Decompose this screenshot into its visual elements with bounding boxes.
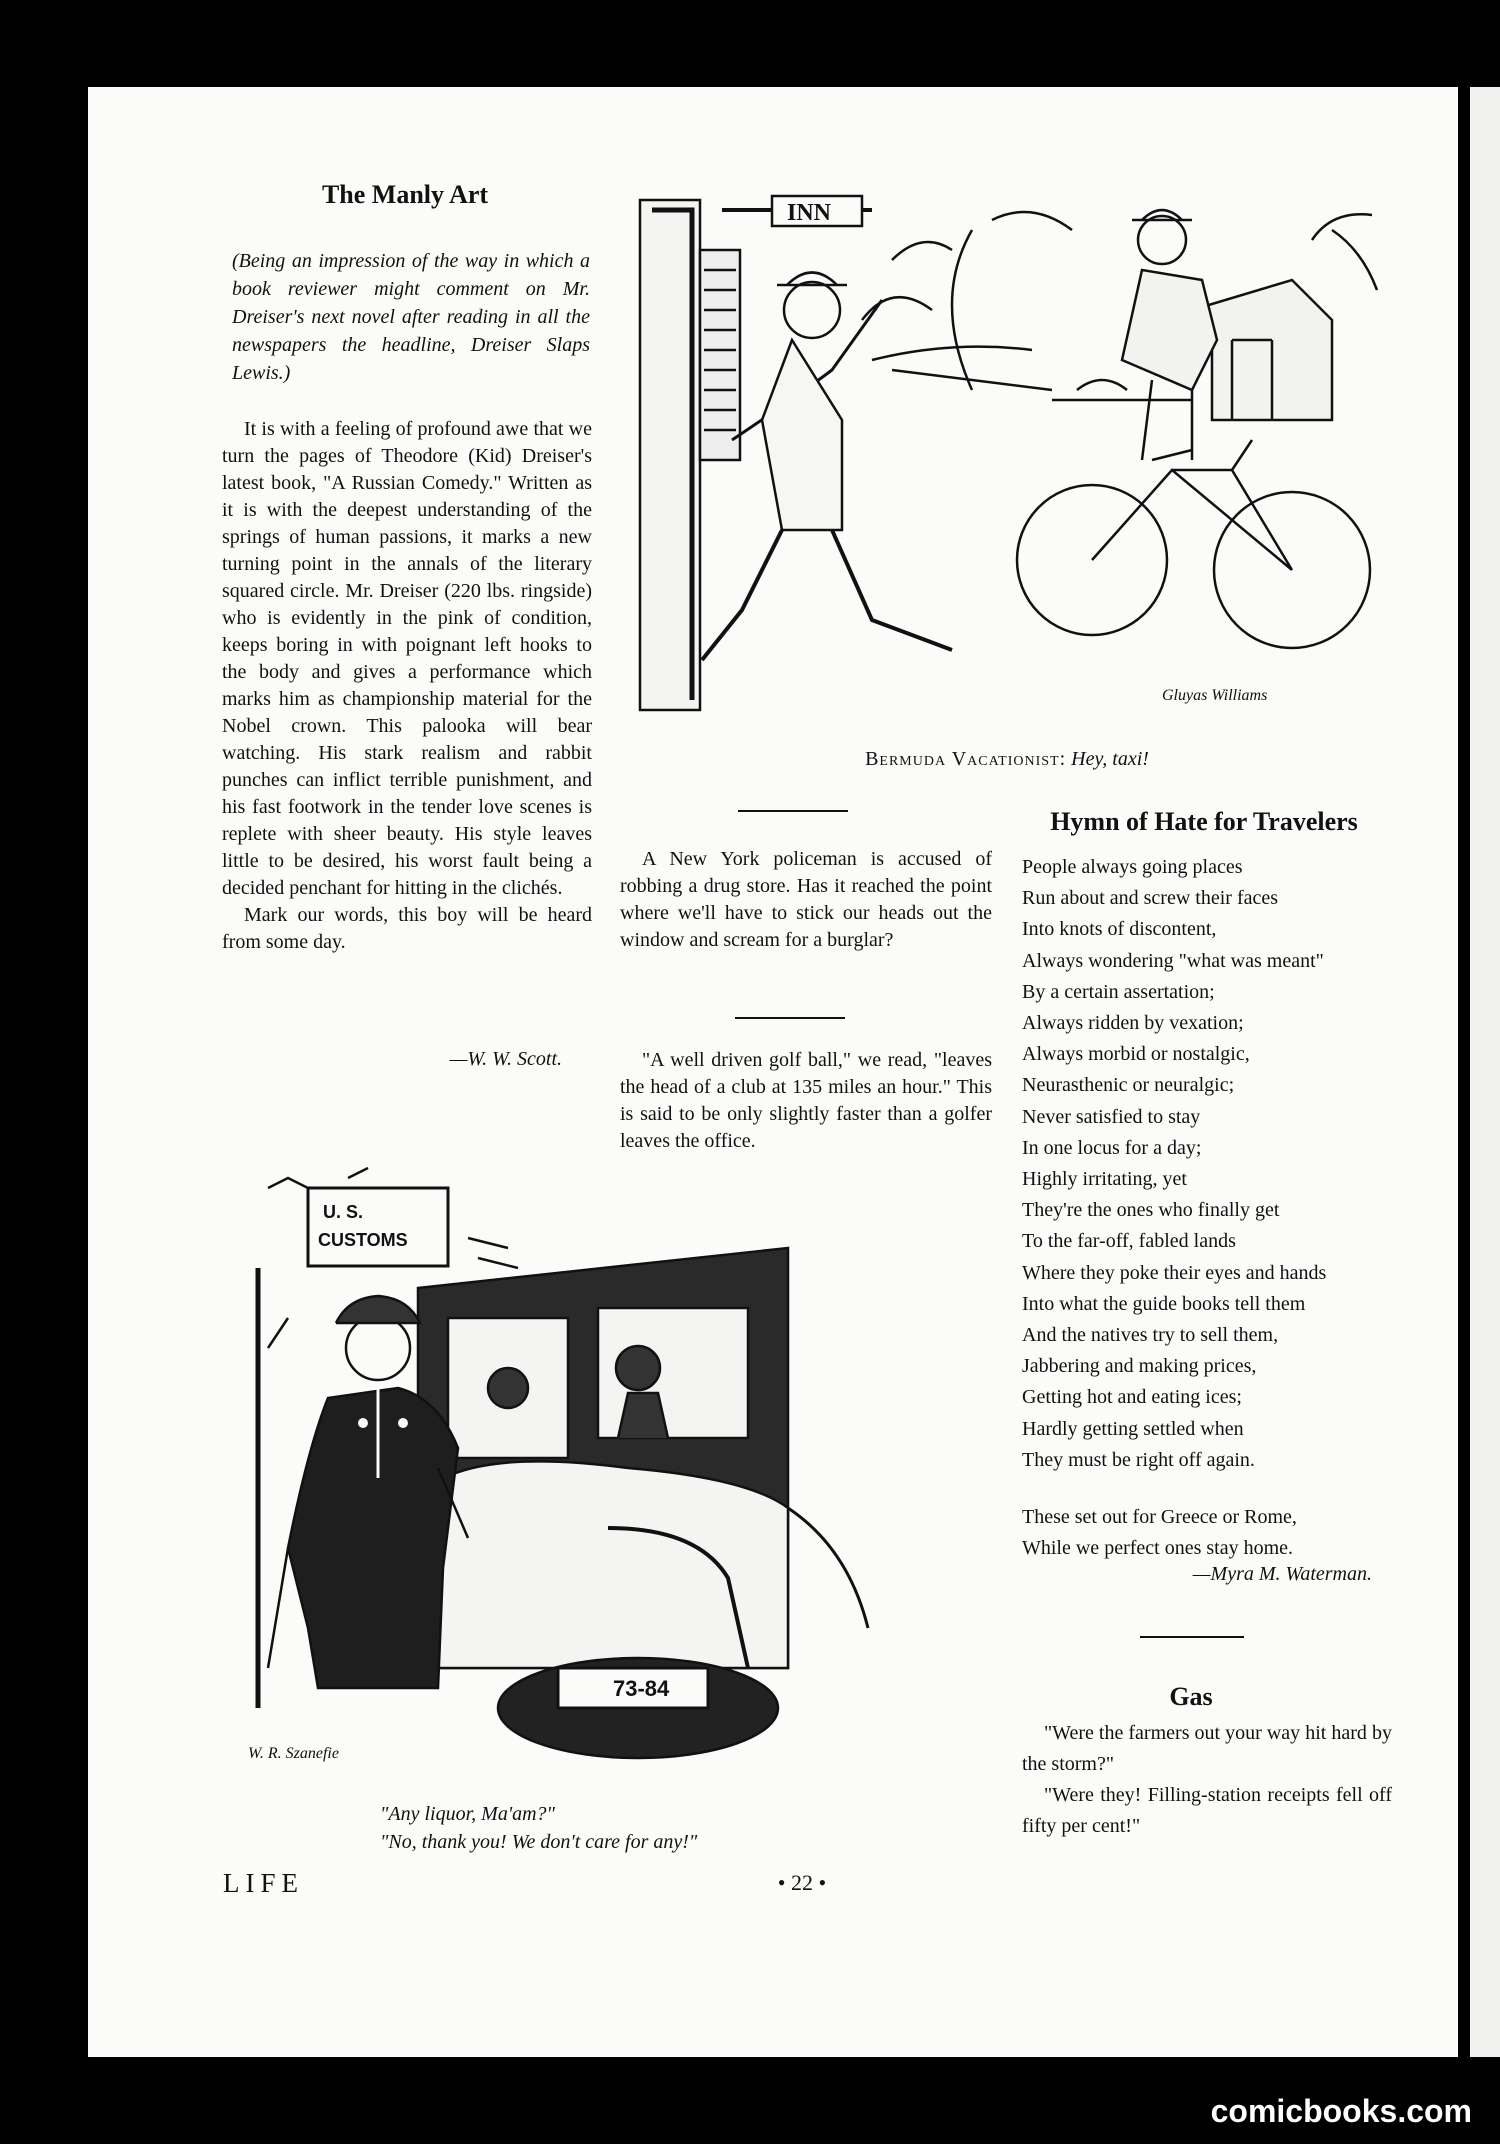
manly-art-body: [222, 416, 592, 956]
poem-line: They must be right off again.: [1022, 1448, 1255, 1471]
gas-title: Gas: [1169, 1682, 1213, 1711]
manly-art-paragraph-2: Mark our words, this boy will be heard from some day.: [222, 904, 592, 953]
poem-line: And the natives try to sell them,: [1022, 1324, 1279, 1347]
poem-line: To the far-off, fabled lands: [1022, 1230, 1236, 1253]
golf-item: [620, 1047, 992, 1155]
customs-cartoon-artist-signature: W. R. Szanefie: [248, 1745, 339, 1762]
manly-art-paragraph-1: It is with a feeling of profound awe that we turn the pages of Theodore (Kid) Dreiser's latest book, "A Russian Comedy." Written as it is with the deepest understanding of the springs of human passions, it marks a new turning point in the annals of the literary squared circle. Mr. Dreiser (220 lbs. ringside) who is evidently in the pink of condition, keeps boring in with poignant left hooks to the body and gives a performance which marks him as championship material for the Nobel crown. This palooka will bear watching. His stark realism and rabbit punches can inflict terrible punishment, and his fast footwork in the tender love scenes is replete with sheer beauty. His style leaves little to be desired, his worst fault being a decided penchant for hitting in the clichés.: [222, 418, 592, 899]
poem-line: Always ridden by vexation;: [1022, 1012, 1244, 1035]
customs-caption-line-2: "No, thank you! We don't care for any!": [380, 1831, 698, 1853]
customs-sign-line-2: CUSTOMS: [318, 1230, 408, 1250]
manly-art-intro: (Being an impression of the way in which a book reviewer might comment on Mr. Dreiser's next novel after reading in all the newspapers the headline, Dreiser Slaps Lewis.): [232, 250, 590, 384]
manly-art-signature: —W. W. Scott.: [449, 1048, 562, 1070]
inn-sign-text: INN: [787, 200, 832, 226]
poem-line: People always going places: [1022, 856, 1243, 878]
poem-line: Always wondering "what was meant": [1022, 949, 1324, 972]
hymn-poem: [1022, 852, 1402, 1476]
poem-line: Run about and screw their faces: [1022, 887, 1279, 910]
poem-line: Getting hot and eating ices;: [1022, 1386, 1242, 1409]
divider-rule: [1140, 1636, 1244, 1638]
poem-line: Where they poke their eyes and hands: [1022, 1261, 1327, 1284]
poem-line: Hardly getting settled when: [1022, 1417, 1244, 1440]
divider-rule: [738, 810, 848, 812]
policeman-item: [620, 846, 992, 954]
next-page-edge: [1470, 87, 1500, 2057]
magazine-name: LIFE: [223, 1868, 304, 1898]
poem-line: Into knots of discontent,: [1022, 918, 1217, 941]
gas-dialogue: [1022, 1718, 1392, 1842]
customs-caption-line-1: "Any liquor, Ma'am?": [380, 1803, 555, 1825]
poem-line: In one locus for a day;: [1022, 1136, 1202, 1159]
inn-cartoon-artist-signature: Gluyas Williams: [1162, 687, 1268, 704]
hymn-closing-couplet: [1022, 1502, 1402, 1564]
poem-line: By a certain assertation;: [1022, 980, 1215, 1003]
poem-line: Never satisfied to stay: [1022, 1105, 1201, 1128]
poem-line: Highly irritating, yet: [1022, 1168, 1187, 1191]
gas-line-1: "Were the farmers out your way hit hard by the storm?": [1022, 1722, 1392, 1775]
license-plate-number: 73-84: [613, 1676, 670, 1701]
golf-item-text: "A well driven golf ball," we read, "leaves the head of a club at 135 miles an hour." This is said to be only slightly faster than a golfer leaves the office.: [620, 1049, 992, 1152]
poem-line: Jabbering and making prices,: [1022, 1355, 1257, 1378]
hymn-signature: —Myra M. Waterman.: [1192, 1563, 1372, 1585]
inn-caption-speaker: Bermuda Vacationist:: [865, 748, 1067, 770]
inn-cartoon-caption: [632, 748, 1382, 771]
policeman-item-text: A New York policeman is accused of robbing a drug store. Has it reached the point where we'll have to stick our heads out the window and scream for a burglar?: [620, 848, 992, 951]
page-number: • 22 •: [777, 1870, 827, 1895]
hymn-title: Hymn of Hate for Travelers: [1050, 807, 1358, 836]
poem-line: These set out for Greece or Rome,: [1022, 1506, 1297, 1528]
poem-line: They're the ones who finally get: [1022, 1199, 1280, 1222]
poem-line: While we perfect ones stay home.: [1022, 1537, 1294, 1560]
divider-rule: [735, 1017, 845, 1019]
inn-caption-line: Hey, taxi!: [1071, 748, 1149, 770]
customs-sign-line-1: U. S.: [323, 1202, 364, 1222]
manly-art-title: The Manly Art: [321, 180, 489, 209]
poem-line: Neurasthenic or neuralgic;: [1022, 1074, 1235, 1097]
poem-line: Into what the guide books tell them: [1022, 1292, 1306, 1315]
cartoon-inn-illustration: [632, 190, 1382, 720]
site-watermark: comicbooks.com: [1210, 2093, 1472, 2129]
cartoon-customs-illustration: [228, 1148, 998, 1788]
customs-cartoon-caption: [380, 1800, 940, 1856]
gas-line-2: "Were they! Filling-station receipts fell off fifty per cent!": [1022, 1784, 1392, 1837]
poem-line: Always morbid or nostalgic,: [1022, 1043, 1250, 1066]
